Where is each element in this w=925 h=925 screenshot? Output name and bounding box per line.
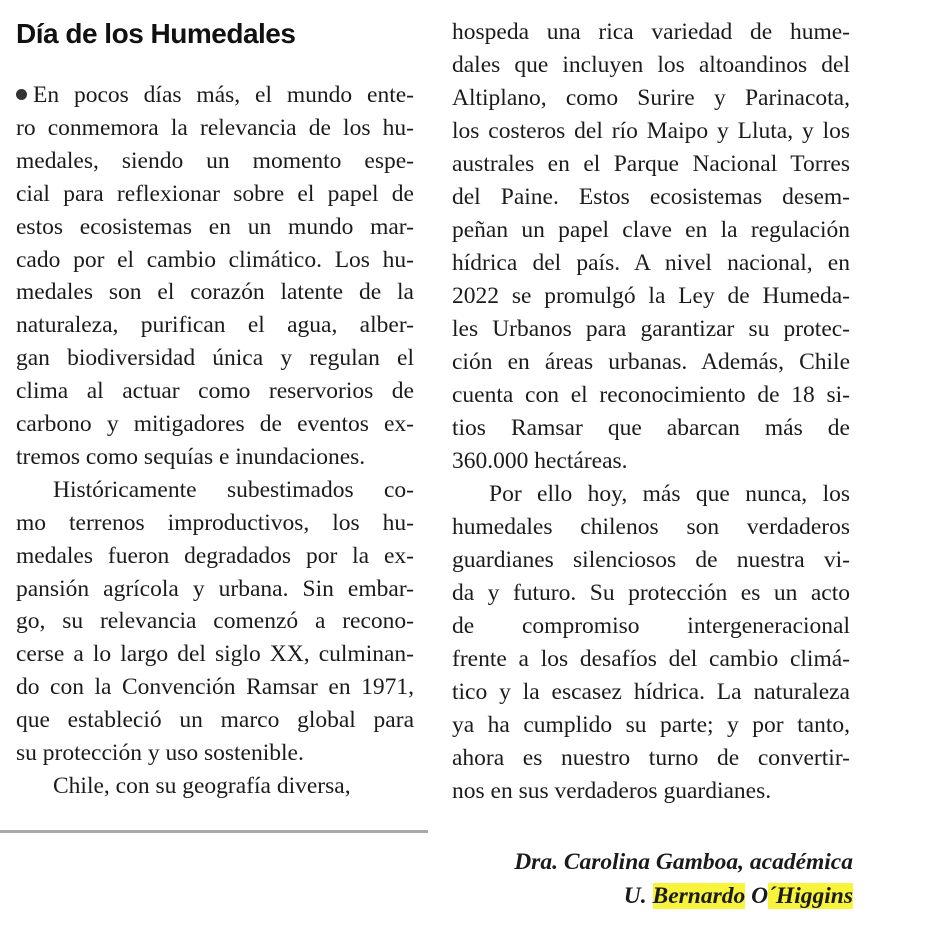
- line-text: 2022 se promulgó la Ley de Humeda-: [452, 283, 850, 309]
- paragraph-line: [452, 544, 850, 577]
- line-text: ya ha cumplido su parte; y por tanto,: [452, 712, 850, 738]
- paragraph-line: [452, 676, 850, 709]
- line-text: cial para reflexionar sobre el papel de: [16, 180, 414, 207]
- paragraph-line: [16, 145, 414, 178]
- line-text: estos ecosistemas en un mundo mar-: [16, 213, 414, 240]
- signature-gap: O: [745, 883, 769, 909]
- paragraph-line: [16, 605, 414, 638]
- line-text: dales que incluyen los altoandinos del: [452, 52, 850, 78]
- paragraph-line: [452, 82, 850, 115]
- paragraph-line: [452, 511, 850, 544]
- paragraph-line: [16, 441, 414, 474]
- line-text: que estableció un marco global para: [16, 707, 414, 734]
- line-text: cuenta con el reconocimiento de 18 si-: [452, 382, 850, 408]
- line-text: ro conmemora la relevancia de los hu-: [16, 114, 414, 141]
- line-text: les Urbanos para garantizar su protec-: [452, 316, 850, 342]
- paragraph-line: [452, 346, 850, 379]
- paragraph-line: [452, 610, 850, 643]
- line-text: frente a los desafíos del cambio climá-: [452, 646, 850, 672]
- paragraph-line: [16, 309, 414, 342]
- line-text: guardianes silenciosos de nuestra vi-: [452, 547, 850, 573]
- paragraph-line: [16, 704, 414, 737]
- line-text: ción en áreas urbanas. Además, Chile: [452, 349, 850, 375]
- line-text: da y futuro. Su protección es un acto: [452, 580, 850, 606]
- paragraph-line: [452, 577, 850, 610]
- line-text: Por ello hoy, más que nunca, los: [489, 481, 850, 507]
- line-text: cado por el cambio climático. Los hu-: [16, 246, 414, 273]
- paragraph-line: [452, 115, 850, 148]
- line-text: cerse a lo largo del siglo XX, culminan-: [16, 641, 414, 668]
- article-title: Día de los Humedales: [16, 18, 296, 49]
- line-text: peñan un papel clave en la regulación: [452, 217, 850, 243]
- paragraph-line: [16, 671, 414, 704]
- signature-affiliation-line: [624, 880, 853, 913]
- paragraph-line: [16, 211, 414, 244]
- line-text: de compromiso intergeneracional: [452, 613, 850, 639]
- line-text: Históricamente subestimados co-: [53, 476, 414, 503]
- bullet-icon: [16, 89, 27, 100]
- line-text: tios Ramsar que abarcan más de: [452, 415, 850, 441]
- paragraph-line: [16, 408, 414, 441]
- column-divider-rule: [0, 830, 428, 833]
- paragraph-line: [452, 775, 850, 808]
- line-text: medales, siendo un momento espe-: [16, 147, 414, 174]
- line-text: hospeda una rica variedad de hume-: [452, 19, 850, 45]
- line-text: tico y la escasez hídrica. La naturaleza: [452, 679, 850, 705]
- paragraph-line: [452, 379, 850, 412]
- paragraph-line: [452, 445, 850, 478]
- paragraph-line: [16, 244, 414, 277]
- line-text: clima al actuar como reservorios de: [16, 378, 414, 405]
- line-text: do con la Convención Ramsar en 1971,: [16, 674, 414, 701]
- line-text: los costeros del río Maipo y Lluta, y los: [452, 118, 850, 144]
- paragraph-line: [16, 178, 414, 211]
- line-text: su protección y uso sostenible.: [16, 740, 304, 766]
- paragraph-line: [16, 276, 414, 309]
- paragraph-line: [16, 79, 414, 112]
- paragraph-line: [16, 540, 414, 573]
- line-text: go, su relevancia comenzó a recono-: [16, 608, 414, 635]
- paragraph-line: [452, 643, 850, 676]
- signature-name-line: Dra. Carolina Gamboa, académica: [514, 849, 853, 875]
- paragraph-line: [452, 742, 850, 775]
- line-text: Chile, con su geografía diversa,: [53, 772, 351, 799]
- line-text: tremos como sequías e inundaciones.: [16, 443, 366, 470]
- paragraph-line: [16, 375, 414, 408]
- line-text: 360.000 hectáreas.: [452, 448, 628, 474]
- line-text: En pocos días más, el mundo ente-: [33, 82, 414, 108]
- line-text: ahora es nuestro turno de convertir-: [452, 745, 850, 771]
- paragraph-line: [16, 507, 414, 540]
- highlighted-bernardo: Bernardo: [652, 883, 746, 909]
- line-text: medales son el corazón latente de la: [16, 279, 414, 306]
- paragraph-line: [452, 16, 850, 49]
- signature-prefix: U.: [623, 883, 653, 909]
- paragraph-line: [452, 181, 850, 214]
- paragraph-line: [452, 49, 850, 82]
- paragraph-line: [16, 737, 414, 770]
- paragraph-line: [16, 112, 414, 145]
- paragraph-line: [452, 214, 850, 247]
- highlighted-higgins: ´Higgins: [768, 883, 853, 909]
- paragraph-line: [16, 342, 414, 375]
- line-text: nos en sus verdaderos guardianes.: [452, 778, 772, 804]
- line-text: hídrica del país. A nivel nacional, en: [452, 250, 850, 276]
- paragraph-line: [452, 148, 850, 181]
- line-text: pansión agrícola y urbana. Sin embar-: [16, 575, 414, 602]
- paragraph-line: [452, 280, 850, 313]
- paragraph-line: [16, 573, 414, 606]
- paragraph-line: [452, 709, 850, 742]
- line-text: naturaleza, purifican el agua, alber-: [16, 312, 414, 339]
- line-text: carbono y mitigadores de eventos ex-: [16, 411, 414, 437]
- paragraph-line: [452, 313, 850, 346]
- paragraph-line: [452, 247, 850, 280]
- line-text: Altiplano, como Surire y Parinacota,: [452, 85, 850, 111]
- paragraph-line: [16, 638, 414, 671]
- paragraph-line: [16, 770, 414, 803]
- line-text: mo terrenos improductivos, los hu-: [16, 509, 414, 536]
- paragraph-line: [16, 474, 414, 507]
- line-text: medales fueron degradados por la ex-: [16, 542, 414, 569]
- paragraph-line: [452, 412, 850, 445]
- line-text: gan biodiversidad única y regulan el: [16, 345, 414, 372]
- line-text: australes en el Parque Nacional Torres: [452, 151, 850, 177]
- line-text: del Paine. Estos ecosistemas desem-: [452, 184, 850, 210]
- paragraph-line: [452, 478, 850, 511]
- line-text: humedales chilenos son verdaderos: [452, 514, 850, 540]
